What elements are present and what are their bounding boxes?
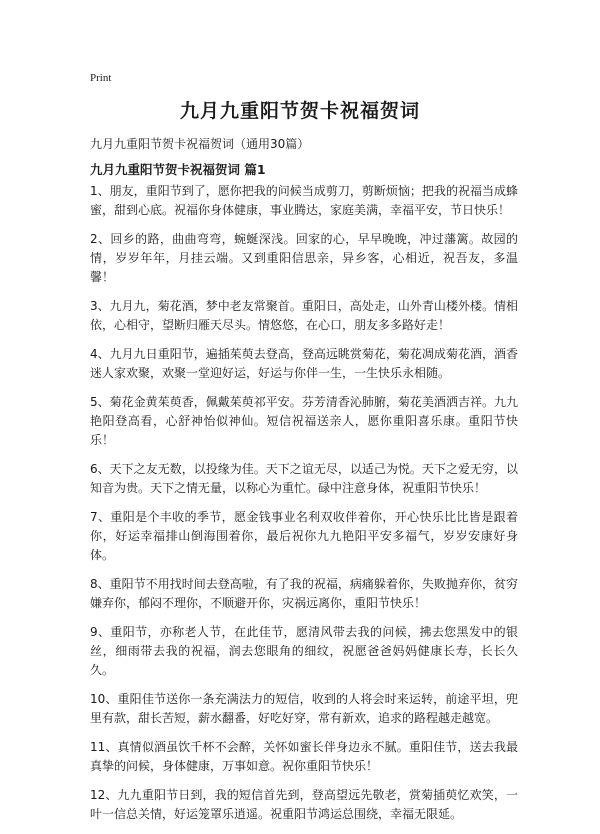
paragraph: 11、真情似酒虽饮千杯不会醉，关怀如蜜长伴身边永不腻。重阳佳节，送去我最真挚的问候，身体健康，万事如意。祝你重阳节快乐！: [90, 740, 518, 773]
paragraph: 3、九月九，菊花酒，梦中老友常聚首。重阳日，高处走，山外青山楼外楼。情相依，心相守，望断归雁天尽头。情悠悠，在心口，朋友多多路好走！: [90, 299, 518, 332]
paragraph: 1、朋友，重阳节到了，愿你把我的问候当成剪刀，剪断烦恼；把我的祝福当成蜂蜜，甜到心底。祝福你身体健康，事业腾达，家庭美满，幸福平安，节日快乐！: [90, 184, 518, 217]
paragraph: 10、重阳佳节送你一条充满法力的短信，收到的人将会时来运转，前途平坦，兜里有款，甜长苦短，薪水翻番，好吃好穿，常有新欢，追求的路程越走越宽。: [90, 692, 518, 725]
page-title: 九月九重阳节贺卡祝福贺词: [179, 100, 420, 122]
section-heading: 九月九重阳节贺卡祝福贺词 篇1: [90, 162, 266, 177]
paragraph: 12、九九重阳节日到，我的短信首先到，登高望远先敬老，赏菊插萸忆欢笑，一叶一信总关情，好运笼罩乐逍遥。祝重阳节鸿运总围绕，幸福无限延。: [90, 788, 518, 821]
paragraph: 5、菊花金黄茱萸香，佩戴茱萸祁平安。芬芳清香沁肺腑，菊花美酒洒吉祥。九九艳阳登高看，心舒神怡似神仙。短信祝福送亲人，愿你重阳喜乐康。重阳节快乐！: [90, 395, 518, 447]
document-subtitle: 九月九重阳节贺卡祝福贺词（通用30篇）: [90, 137, 310, 151]
article-body: [90, 182, 518, 834]
paragraph: 8、重阳节不用找时间去登高啦，有了我的祝福，病痛躲着你，失败抛弃你，贫穷嫌弃你，郁闷不理你，不顺避开你，灾祸远离你，重阳节快乐！: [90, 577, 518, 610]
paragraph: 7、重阳是个丰收的季节，愿金钱事业名利双收伴着你，开心快乐比比皆是跟着你，好运幸福排山倒海围着你，最后祝你九九艳阳平安多福气，岁岁安康好身体。: [90, 510, 518, 562]
paragraph: 9、重阳节，亦称老人节，在此佳节，愿清风带去我的问候，拂去您黑发中的银丝，细雨带去我的祝福，润去您眼角的细纹，祝愿爸爸妈妈健康长寿，长长久久。: [90, 625, 518, 677]
paragraph: 6、天下之友无数，以投缘为佳。天下之谊无尽，以适己为悦。天下之爱无穷，以知音为贵。天下之情无量，以称心为重忙。碌中注意身体，祝重阳节快乐！: [90, 462, 518, 495]
print-link[interactable]: Print: [90, 72, 112, 84]
paragraph: 4、九月九日重阳节，遍插茱萸去登高，登高远眺赏菊花，菊花凋成菊花酒，酒香迷人家欢聚，欢聚一堂迎好运，好运与你伴一生，一生快乐永相随。: [90, 347, 518, 380]
paragraph: 2、回乡的路，曲曲弯弯，蜿蜒深浅。回家的心，早早晚晚，冲过藩篱。故园的情，岁岁年年，月挂云端。又到重阳信思亲，异乡客，心相近，祝吾友，多温馨！: [90, 232, 518, 284]
